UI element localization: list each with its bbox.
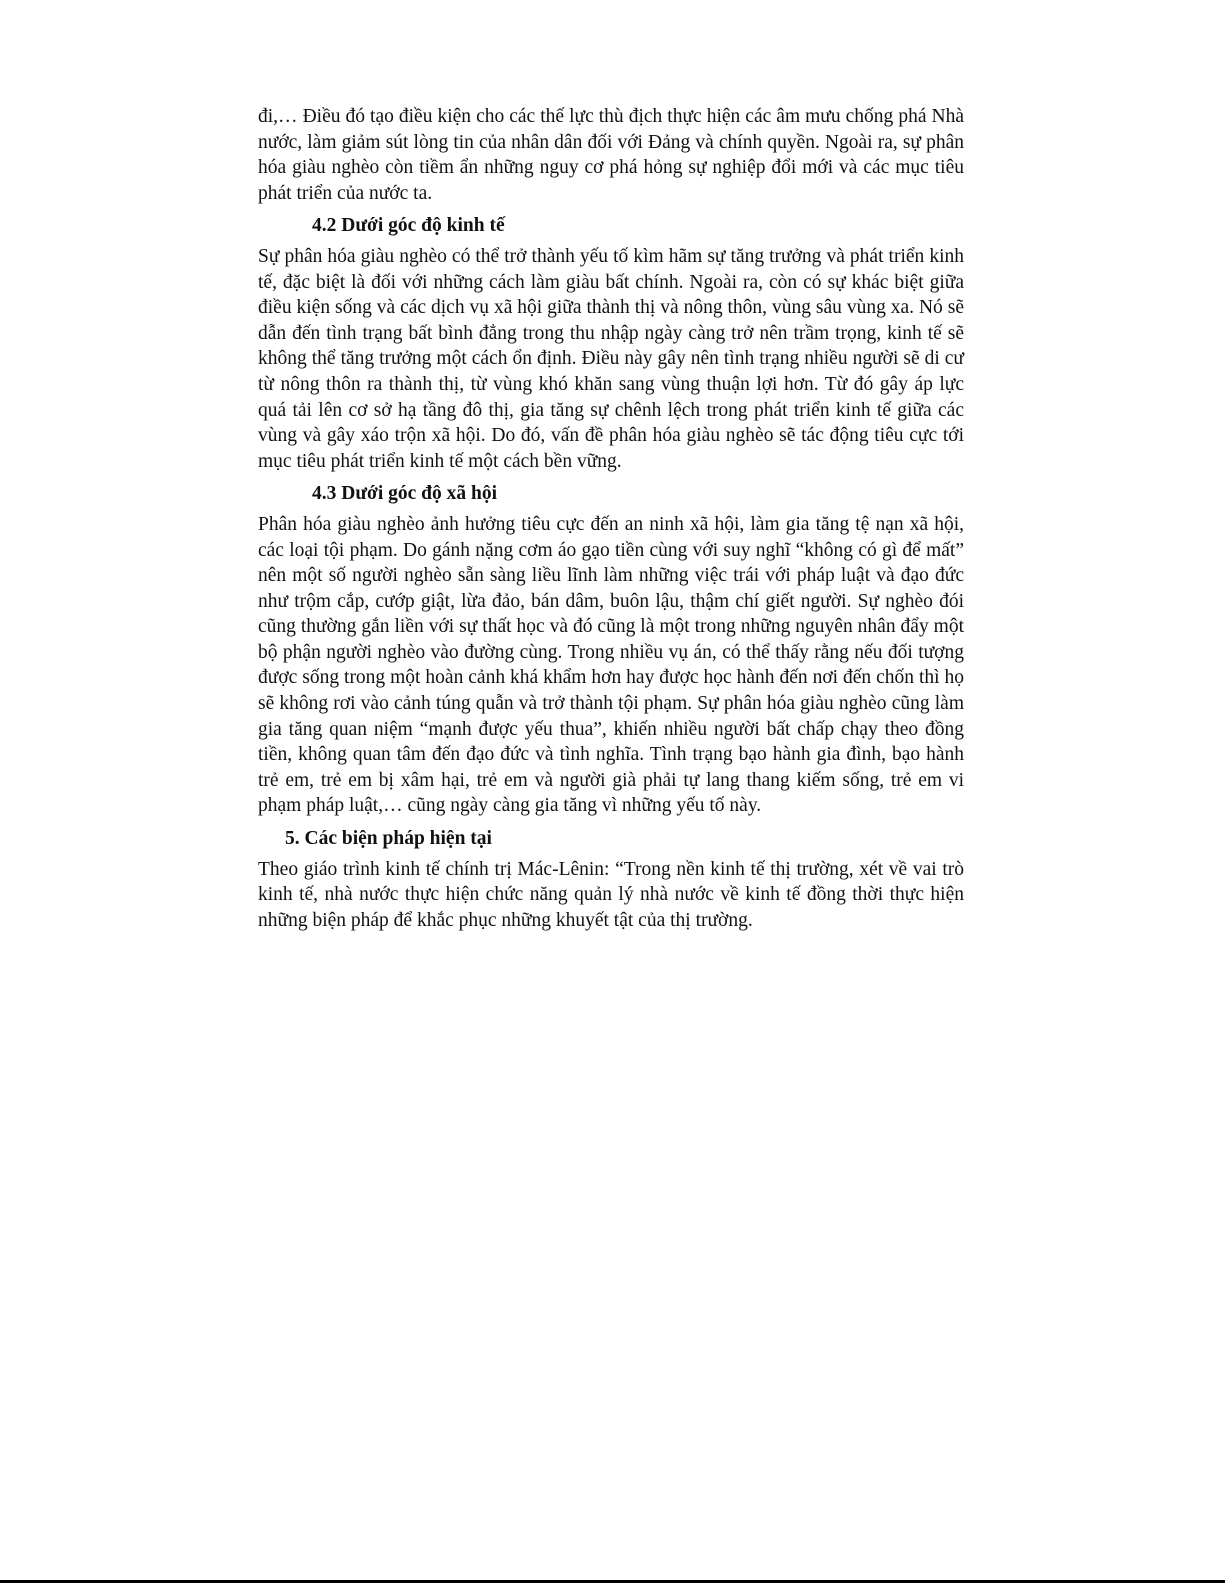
page-bottom-border [0,1580,1225,1583]
document-body [258,104,964,933]
heading-current-measures: 5. Các biện pháp hiện tại [285,828,492,850]
paragraph-economic-impact: Sự phân hóa giàu nghèo có thể trở thành yếu tố kìm hãm sự tăng trưởng và phát triển kinh tế, đặc biệt là đối với những cách làm giàu bất chính. Ngoài ra, còn có sự khác biệt giữa điều kiện sống và các dịch vụ xã hội giữa thành thị và nông thôn, vùng sâu vùng xa. Nó sẽ dẫn đến tình trạng bất bình đẳng trong thu nhập ngày càng trở nên trầm trọng, kinh tế sẽ không thể tăng trưởng một cách ổn định. Điều này gây nên tình trạng nhiều người sẽ di cư từ nông thôn ra thành thị, từ vùng khó khăn sang vùng thuận lợi hơn. Từ đó gây áp lực quá tải lên cơ sở hạ tầng đô thị, gia tăng sự chênh lệch trong phát triển kinh tế giữa các vùng và gây xáo trộn xã hội. Do đó, vấn đề phân hóa giàu nghèo sẽ tác động tiêu cực tới mục tiêu phát triển kinh tế một cách bền vững. [258,245,964,472]
heading-social-perspective: 4.3 Dưới góc độ xã hội [312,483,498,505]
paragraph-political-impact: đi,… Điều đó tạo điều kiện cho các thế lực thù địch thực hiện các âm mưu chống phá Nhà nước, làm giảm sút lòng tin của nhân dân đối với Đảng và chính quyền. Ngoài ra, sự phân hóa giàu nghèo còn tiềm ẩn những nguy cơ phá hỏng sự nghiệp đổi mới và các mục tiêu phát triển của nước ta. [258,106,964,204]
paragraph-social-impact: Phân hóa giàu nghèo ảnh hưởng tiêu cực đến an ninh xã hội, làm gia tăng tệ nạn xã hội, các loại tội phạm. Do gánh nặng cơm áo gạo tiền cùng với suy nghĩ “không có gì để mất” nên một số người nghèo sẵn sàng liều lĩnh làm những việc trái với pháp luật và đạo đức như trộm cắp, cướp giật, lừa đảo, bán dâm, buôn lậu, thậm chí giết người. Sự nghèo đói cũng thường gắn liền với sự thất học và đó cũng là một trong những nguyên nhân đẩy một bộ phận người nghèo vào đường cùng. Trong nhiều vụ án, có thể thấy rằng nếu đối tượng được sống trong một hoàn cảnh khá khẩm hơn hay được học hành đến nơi đến chốn thì họ sẽ không rơi vào cảnh túng quẫn và trở thành tội phạm. Sự phân hóa giàu nghèo cũng làm gia tăng quan niệm “mạnh được yếu thua”, khiến nhiều người bất chấp chạy theo đồng tiền, không quan tâm đến đạo đức và tình nghĩa. Tình trạng bạo hành gia đình, bạo hành trẻ em, trẻ em bị xâm hại, trẻ em và người già phải tự lang thang kiếm sống, trẻ em vi phạm pháp luật,… cũng ngày càng gia tăng vì những yếu tố này. [258,513,964,817]
paragraph-current-measures: Theo giáo trình kinh tế chính trị Mác-Lênin: “Trong nền kinh tế thị trường, xét về vai trò kinh tế, nhà nước thực hiện chức năng quản lý nhà nước về kinh tế đồng thời thực hiện những biện pháp để khắc phục những khuyết tật của thị trường. [258,858,964,931]
heading-economic-perspective: 4.2 Dưới góc độ kinh tế [312,215,505,237]
